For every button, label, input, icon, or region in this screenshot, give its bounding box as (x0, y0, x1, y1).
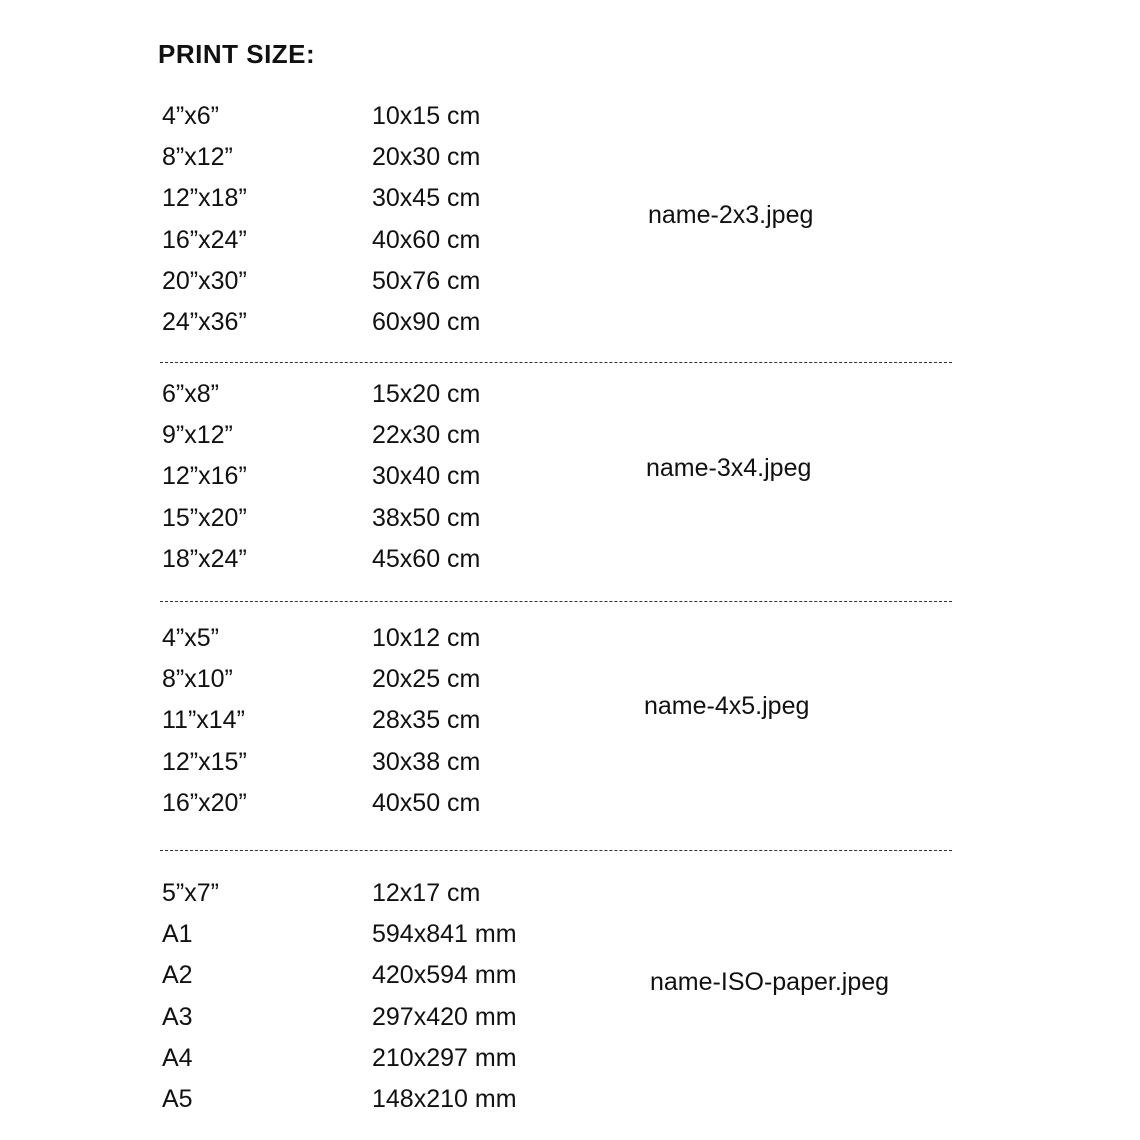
file-name (646, 452, 811, 484)
size-row (0, 182, 600, 223)
metric-size: 45x60 cm (372, 545, 481, 573)
metric-size: 30x45 cm (372, 184, 481, 212)
metric-size: 40x50 cm (372, 789, 481, 817)
metric-size: 210x297 mm (372, 1044, 517, 1072)
file-name-suffix: ISO-paper.jpeg (720, 968, 890, 996)
metric-size: 22x30 cm (372, 421, 481, 449)
inch-size: 9”x12” (162, 421, 233, 449)
inch-size: 12”x15” (162, 748, 247, 776)
dashed-divider (160, 601, 952, 602)
dashed-divider (160, 850, 952, 851)
inch-size: 16”x24” (162, 226, 247, 254)
size-row (0, 502, 600, 543)
size-row (0, 918, 600, 959)
dashed-divider (160, 362, 952, 363)
inch-size: A3 (162, 1003, 193, 1031)
metric-size: 20x25 cm (372, 665, 481, 693)
inch-size: 20”x30” (162, 267, 247, 295)
metric-size: 50x76 cm (372, 267, 481, 295)
inch-size: 12”x18” (162, 184, 247, 212)
metric-size: 28x35 cm (372, 706, 481, 734)
inch-size: 24”x36” (162, 308, 247, 336)
inch-size: 8”x12” (162, 143, 233, 171)
inch-size: A4 (162, 1044, 193, 1072)
metric-size: 30x40 cm (372, 462, 481, 490)
metric-size: 12x17 cm (372, 879, 481, 907)
metric-size: 40x60 cm (372, 226, 481, 254)
file-name (648, 199, 813, 231)
size-row (0, 306, 600, 347)
inch-size: A5 (162, 1085, 193, 1113)
file-name-suffix: 3x4.jpeg (716, 454, 812, 482)
file-name-prefix: name- (650, 968, 721, 996)
file-name-prefix: name- (644, 692, 715, 720)
inch-size: 4”x6” (162, 102, 219, 130)
size-row (0, 704, 600, 745)
metric-size: 15x20 cm (372, 380, 481, 408)
inch-size: 4”x5” (162, 624, 219, 652)
size-row (0, 746, 600, 787)
metric-size: 20x30 cm (372, 143, 481, 171)
metric-size: 30x38 cm (372, 748, 481, 776)
size-row (0, 787, 600, 828)
size-row (0, 100, 600, 141)
inch-size: A1 (162, 920, 193, 948)
metric-size: 420x594 mm (372, 961, 517, 989)
metric-size: 297x420 mm (372, 1003, 517, 1031)
metric-size: 148x210 mm (372, 1085, 517, 1113)
inch-size: 6”x8” (162, 380, 219, 408)
file-name-prefix: name- (646, 454, 717, 482)
size-row (0, 622, 600, 663)
file-name (650, 966, 889, 998)
metric-size: 38x50 cm (372, 504, 481, 532)
size-row (0, 419, 600, 460)
metric-size: 60x90 cm (372, 308, 481, 336)
size-row (0, 141, 600, 182)
metric-size: 594x841 mm (372, 920, 517, 948)
size-row (0, 224, 600, 265)
size-row (0, 543, 600, 584)
size-row (0, 460, 600, 501)
inch-size: 15”x20” (162, 504, 247, 532)
inch-size: 16”x20” (162, 789, 247, 817)
inch-size: 12”x16” (162, 462, 247, 490)
size-row (0, 1042, 600, 1083)
size-row (0, 663, 600, 704)
page-title: PRINT SIZE: (158, 39, 316, 69)
size-row (0, 1083, 600, 1124)
size-row (0, 265, 600, 306)
inch-size: 11”x14” (162, 706, 245, 734)
size-row (0, 378, 600, 419)
file-name-prefix: name- (648, 201, 719, 229)
metric-size: 10x12 cm (372, 624, 481, 652)
file-name-suffix: 4x5.jpeg (714, 692, 810, 720)
size-row (0, 1001, 600, 1042)
file-name-suffix: 2x3.jpeg (718, 201, 814, 229)
inch-size: A2 (162, 961, 193, 989)
metric-size: 10x15 cm (372, 102, 481, 130)
size-row (0, 877, 600, 918)
file-name (644, 690, 809, 722)
inch-size: 5”x7” (162, 879, 219, 907)
inch-size: 8”x10” (162, 665, 233, 693)
size-row (0, 959, 600, 1000)
inch-size: 18”x24” (162, 545, 247, 573)
